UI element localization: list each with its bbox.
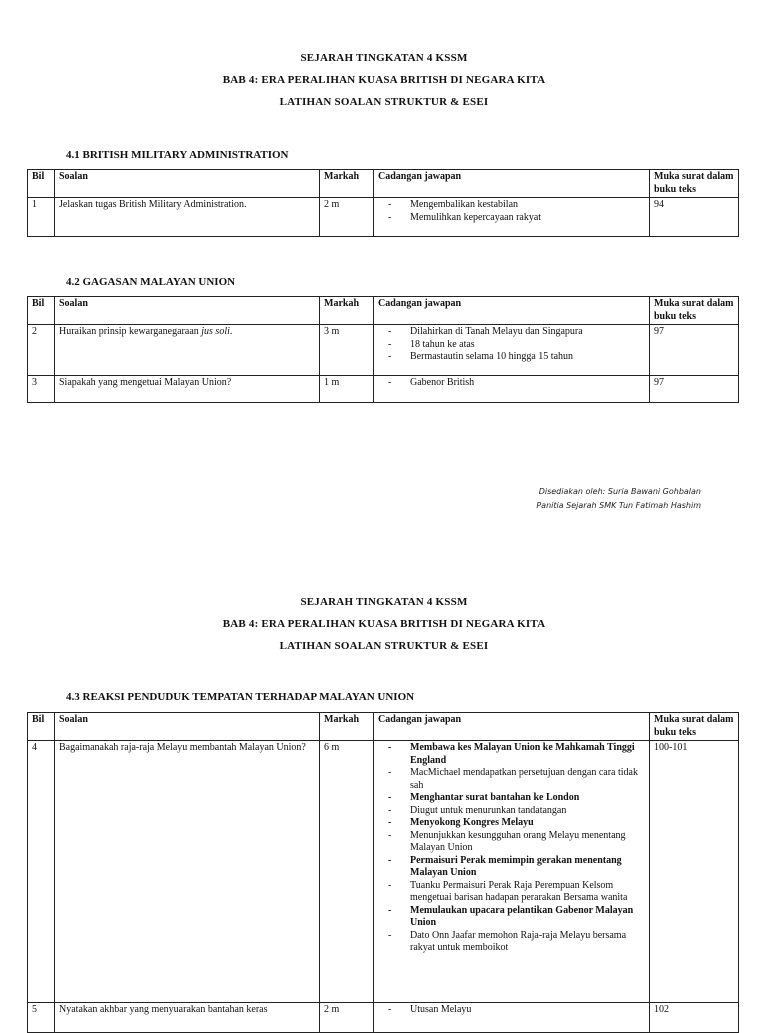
answer-list bbox=[378, 326, 645, 364]
col-bil-header: Bil bbox=[28, 170, 55, 198]
row-markah: 2 m bbox=[320, 1003, 374, 1033]
row-cadangan bbox=[374, 741, 650, 1003]
soalan-suffix: . bbox=[229, 326, 233, 337]
row-bil: 2 bbox=[28, 325, 55, 376]
answer-item: - Bermastautin selama 10 hingga 15 tahun bbox=[404, 351, 645, 364]
table-row bbox=[28, 741, 739, 1003]
answer-item: - Membawa kes Malayan Union ke Mahkamah Tinggi England bbox=[404, 742, 645, 767]
row-markah: 1 m bbox=[320, 376, 374, 403]
row-soalan bbox=[55, 325, 320, 376]
answer-item: - Mengembalikan kestabilan bbox=[404, 199, 645, 212]
doc-subtitle-page2: LATIHAN SOALAN STRUKTUR & ESEI bbox=[279, 640, 489, 652]
doc-subtitle: LATIHAN SOALAN STRUKTUR & ESEI bbox=[279, 96, 489, 108]
answer-list bbox=[378, 1004, 645, 1017]
answer-list bbox=[378, 742, 645, 955]
answer-item: - Dilahirkan di Tanah Melayu dan Singapura bbox=[404, 326, 645, 339]
table-header-row bbox=[28, 170, 739, 198]
question-table-4-3 bbox=[27, 712, 739, 1033]
row-soalan: Jelaskan tugas British Military Administration. bbox=[55, 198, 320, 237]
row-muka: 94 bbox=[650, 198, 739, 237]
answer-item: - Memulaukan upacara pelantikan Gabenor Malayan Union bbox=[404, 905, 645, 930]
answer-item: - MacMichael mendapatkan persetujuan dengan cara tidak sah bbox=[404, 767, 645, 792]
question-table-4-2 bbox=[27, 296, 739, 403]
table-row bbox=[28, 198, 739, 237]
row-bil: 1 bbox=[28, 198, 55, 237]
soalan-text: Huraikan prinsip kewarganegaraan bbox=[59, 326, 202, 337]
table-row bbox=[28, 325, 739, 376]
answer-item: - Tuanku Permaisuri Perak Raja Perempuan Kelsom mengetuai barisan hadapan perarakan Bersama wanita bbox=[404, 880, 645, 905]
col-cadangan-header: Cadangan jawapan bbox=[374, 713, 650, 741]
row-bil: 4 bbox=[28, 741, 55, 1003]
row-cadangan bbox=[374, 1003, 650, 1033]
row-bil: 5 bbox=[28, 1003, 55, 1033]
row-muka: 102 bbox=[650, 1003, 739, 1033]
col-bil-header: Bil bbox=[28, 713, 55, 741]
answer-item: - Gabenor British bbox=[404, 377, 645, 390]
prepared-by: Disediakan oleh: Suria Bawani Gohbalan bbox=[538, 487, 701, 496]
answer-item: - Utusan Melayu bbox=[404, 1004, 645, 1017]
answer-item: - Menghantar surat bantahan ke London bbox=[404, 792, 645, 805]
doc-chapter-page2: BAB 4: ERA PERALIHAN KUASA BRITISH DI NEGARA KITA bbox=[222, 618, 546, 630]
table-row bbox=[28, 1003, 739, 1033]
answer-list bbox=[378, 199, 645, 224]
row-soalan: Siapakah yang mengetuai Malayan Union? bbox=[55, 376, 320, 403]
row-soalan: Nyatakan akhbar yang menyuarakan bantahan keras bbox=[55, 1003, 320, 1033]
answer-item: - Memulihkan kepercayaan rakyat bbox=[404, 212, 645, 225]
col-markah-header: Markah bbox=[320, 713, 374, 741]
row-markah: 2 m bbox=[320, 198, 374, 237]
col-bil-header: Bil bbox=[28, 297, 55, 325]
answer-item: - Diugut untuk menurunkan tandatangan bbox=[404, 805, 645, 818]
doc-chapter: BAB 4: ERA PERALIHAN KUASA BRITISH DI NEGARA KITA bbox=[222, 74, 546, 86]
doc-title: SEJARAH TINGKATAN 4 KSSM bbox=[300, 52, 468, 64]
table-row bbox=[28, 376, 739, 403]
row-soalan: Bagaimanakah raja-raja Melayu membantah Malayan Union? bbox=[55, 741, 320, 1003]
section-title-4-1: 4.1 BRITISH MILITARY ADMINISTRATION bbox=[66, 149, 289, 161]
row-cadangan bbox=[374, 198, 650, 237]
row-markah: 6 m bbox=[320, 741, 374, 1003]
row-markah: 3 m bbox=[320, 325, 374, 376]
soalan-italic-term: jus soli bbox=[201, 326, 230, 337]
col-soalan-header: Soalan bbox=[55, 170, 320, 198]
col-markah-header: Markah bbox=[320, 170, 374, 198]
table-header-row bbox=[28, 297, 739, 325]
doc-title-page2: SEJARAH TINGKATAN 4 KSSM bbox=[300, 596, 468, 608]
row-muka: 97 bbox=[650, 325, 739, 376]
row-cadangan bbox=[374, 325, 650, 376]
answer-item: - Permaisuri Perak memimpin gerakan menentang Malayan Union bbox=[404, 855, 645, 880]
col-muka-header: Muka surat dalam buku teks bbox=[650, 713, 739, 741]
section-title-4-3: 4.3 REAKSI PENDUDUK TEMPATAN TERHADAP MALAYAN UNION bbox=[66, 691, 415, 703]
col-cadangan-header: Cadangan jawapan bbox=[374, 297, 650, 325]
table-header-row bbox=[28, 713, 739, 741]
answer-item: - 18 tahun ke atas bbox=[404, 339, 645, 352]
answer-item: - Dato Onn Jaafar memohon Raja-raja Melayu bersama rakyat untuk memboikot bbox=[404, 930, 645, 955]
row-cadangan bbox=[374, 376, 650, 403]
prepared-panel: Panitia Sejarah SMK Tun Fatimah Hashim bbox=[536, 501, 701, 510]
col-soalan-header: Soalan bbox=[55, 297, 320, 325]
col-cadangan-header: Cadangan jawapan bbox=[374, 170, 650, 198]
col-markah-header: Markah bbox=[320, 297, 374, 325]
row-bil: 3 bbox=[28, 376, 55, 403]
answer-item: - Menyokong Kongres Melayu bbox=[404, 817, 645, 830]
answer-list bbox=[378, 377, 645, 390]
question-table-4-1 bbox=[27, 169, 739, 237]
col-soalan-header: Soalan bbox=[55, 713, 320, 741]
row-muka: 97 bbox=[650, 376, 739, 403]
row-muka: 100-101 bbox=[650, 741, 739, 1003]
col-muka-header: Muka surat dalam buku teks bbox=[650, 297, 739, 325]
answer-item: - Menunjukkan kesungguhan orang Melayu menentang Malayan Union bbox=[404, 830, 645, 855]
section-title-4-2: 4.2 GAGASAN MALAYAN UNION bbox=[66, 276, 236, 288]
col-muka-header: Muka surat dalam buku teks bbox=[650, 170, 739, 198]
